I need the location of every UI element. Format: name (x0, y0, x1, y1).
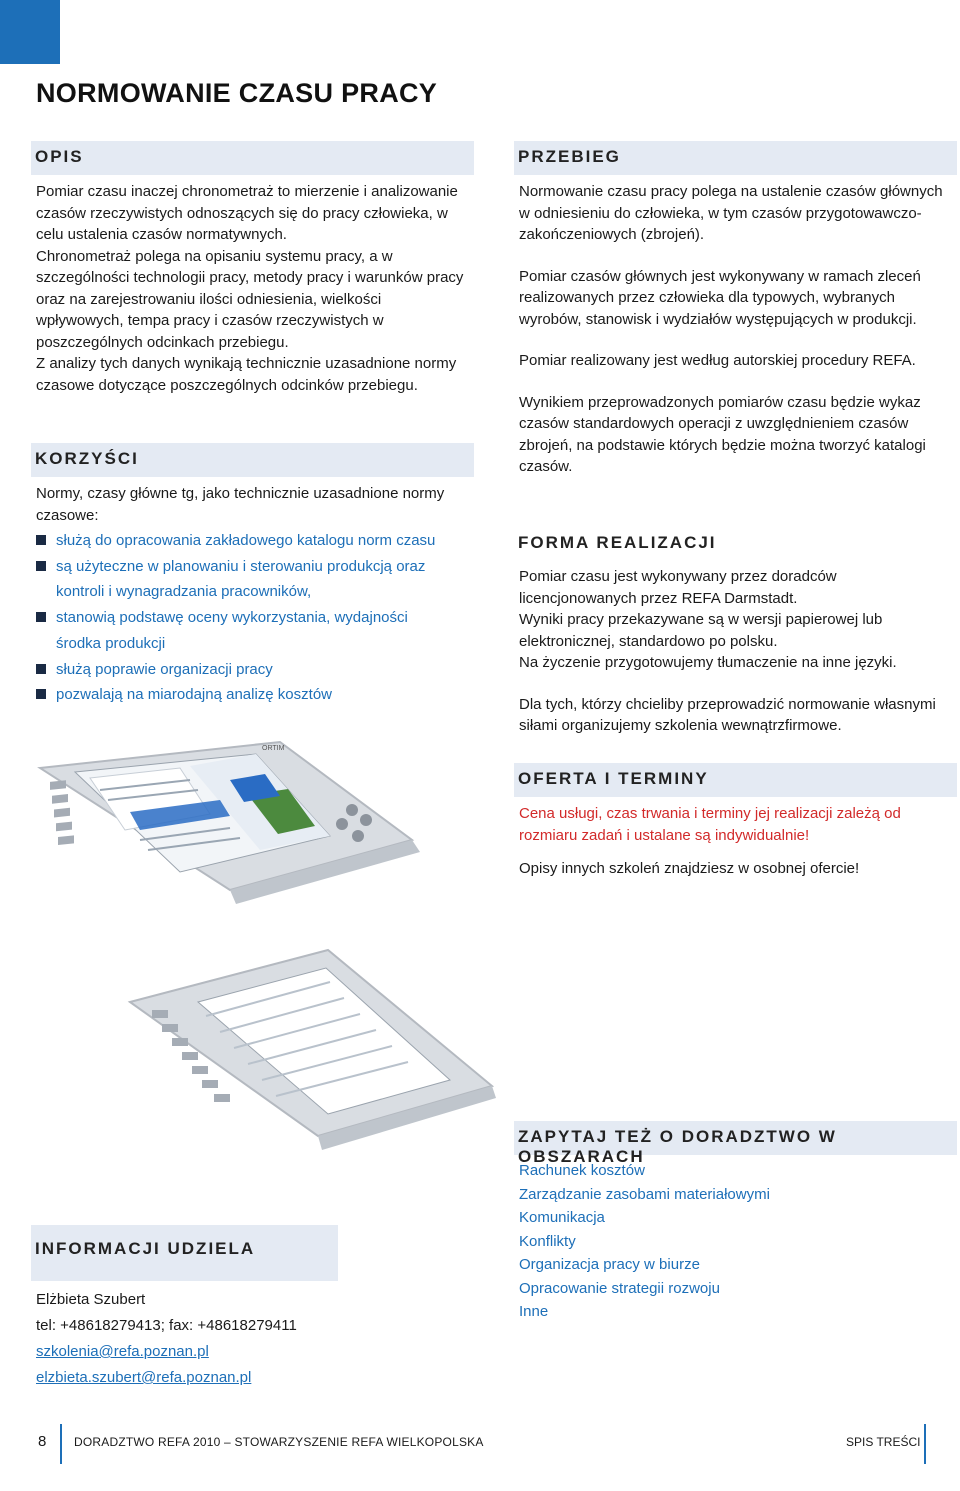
consulting-area-link[interactable]: Zarządzanie zasobami materiałowymi (519, 1185, 770, 1203)
consulting-areas-list (519, 1159, 951, 1324)
forma-body (519, 566, 951, 737)
opis-paragraph-3: Z analizy tych danych wynikają technicznie uzasadnione normy czasowe dotyczące poszczególnych odcinków przebiegu. (36, 355, 457, 394)
forma-heading-text: FORMA REALIZACJI (518, 533, 717, 552)
list-item-text: służą poprawie organizacji pracy (56, 660, 273, 678)
przebieg-paragraph-3: Pomiar realizowany jest według autorskiej procedury REFA. (519, 352, 916, 369)
list-item-text: pozwalają na miarodajną analizę kosztów (56, 686, 332, 704)
informacji-heading-text: INFORMACJI UDZIELA (35, 1239, 256, 1258)
oferta-body (519, 803, 951, 880)
contact-phone: tel: +48618279413; fax: +48618279411 (36, 1317, 297, 1334)
forma-paragraph-2: Wyniki pracy przekazywane są w wersji papierowej lub elektronicznej, standardowo po polsku. (519, 611, 883, 650)
page-title: NORMOWANIE CZASU PRACY (36, 78, 438, 108)
time-measurement-device-illustration (30, 740, 500, 1160)
opis-heading (31, 141, 474, 175)
list-item-text: są użyteczne w planowaniu i sterowaniu produkcją oraz (56, 557, 426, 575)
list-item-text: stanowią podstawę oceny wykorzystania, wydajności (56, 609, 408, 627)
przebieg-paragraph-1: Normowanie czasu pracy polega na ustalenie czasów głównych w odniesieniu do człowieka, w tym czasów przygotowawczo-zakończeniowych (zbrojeń). (519, 183, 943, 243)
korzysci-body (36, 483, 468, 708)
consulting-area-link[interactable]: Komunikacja (519, 1209, 605, 1226)
email-link-personal[interactable]: elzbieta.szubert@refa.poznan.pl (36, 1369, 252, 1386)
consulting-area-link[interactable]: Rachunek kosztów (519, 1162, 645, 1179)
informacji-heading (31, 1225, 338, 1281)
list-item-text: środka produkcji (56, 634, 166, 652)
consulting-area-link[interactable]: Inne (519, 1303, 549, 1320)
square-bullet-icon (36, 612, 46, 622)
oferta-other-trainings-note: Opisy innych szkoleń znajdziesz w osobnej ofercie! (519, 860, 860, 877)
page-number: 8 (38, 1433, 47, 1450)
korzysci-list (36, 528, 468, 708)
square-bullet-icon (36, 561, 46, 571)
oferta-heading-text: OFERTA I TERMINY (518, 769, 709, 788)
opis-heading-text: OPIS (35, 147, 84, 166)
contact-name: Elżbieta Szubert (36, 1291, 146, 1308)
square-bullet-icon (36, 535, 46, 545)
consulting-area-link[interactable]: Organizacja pracy w biurze (519, 1256, 700, 1273)
footer-divider-right (924, 1424, 926, 1464)
przebieg-paragraph-4: Wynikiem przeprowadzonych pomiarów czasu będzie wykaz czasów standardowych operacji z uwzględnieniem czasów zbrojeń, na podstawie których będzie można tworzyć katalogi czasów. (519, 393, 926, 475)
list-item-text: kontroli i wynagradzania pracowników, (56, 583, 312, 601)
opis-body (36, 181, 468, 396)
list-item (36, 605, 468, 631)
list-item (36, 682, 468, 708)
footer-publication-title: DORADZTWO REFA 2010 – STOWARZYSZENIE REFA WIELKOPOLSKA (74, 1435, 484, 1449)
consulting-area-link[interactable]: Konflikty (519, 1232, 576, 1250)
list-item (36, 657, 468, 683)
list-item (36, 554, 468, 580)
footer-divider-left (60, 1424, 62, 1464)
corner-accent-block (0, 0, 60, 64)
table-of-contents-link[interactable]: SPIS TREŚCI (846, 1435, 921, 1449)
square-bullet-icon (36, 689, 46, 699)
list-item-text: służą do opracowania zakładowego katalogu norm czasu (56, 532, 436, 549)
zapytaj-heading (514, 1121, 957, 1166)
przebieg-heading (514, 141, 957, 175)
przebieg-heading-text: PRZEBIEG (518, 147, 621, 166)
opis-paragraph-1: Pomiar czasu inaczej chronometraż to mierzenie i analizowanie czasów rzeczywistych odnoszących się do pracy człowieka, w celu ustalenia czasów normatywnych. (36, 183, 458, 243)
forma-paragraph-3: Na życzenie przygotowujemy tłumaczenie na inne języki. (519, 654, 897, 671)
korzysci-heading (31, 443, 474, 477)
forma-paragraph-1: Pomiar czasu jest wykonywany przez doradców licencjonowanych przez REFA Darmstadt. (519, 568, 837, 607)
forma-heading (514, 527, 957, 561)
contact-info (36, 1287, 466, 1391)
forma-paragraph-4: Dla tych, którzy chcieliby przeprowadzić normowanie własnymi siłami organizujemy szkolenia wewnątrzfirmowe. (519, 695, 936, 734)
consulting-area-link[interactable]: Opracowanie strategii rozwoju (519, 1279, 720, 1297)
list-item-continuation (36, 579, 468, 605)
list-item (36, 528, 468, 554)
oferta-price-note: Cena usługi, czas trwania i terminy jej realizacji zależą od rozmiaru zadań i ustalane są indywidualnie! (519, 805, 901, 844)
korzysci-heading-text: KORZYŚCI (35, 449, 139, 468)
opis-paragraph-2: Chronometraż polega na opisaniu systemu pracy, a w szczególności technologii pracy, metody pracy i warunków pracy oraz na zarejestrowaniu ilości odniesienia, wielkości wpływowych, tempa pracy i czasów rzeczywistych w poszczególnych odcinkach przebiegu. (36, 247, 464, 351)
device-top (40, 742, 420, 904)
przebieg-paragraph-2: Pomiar czasów głównych jest wykonywany w ramach zleceń realizowanych przez człowieka dla typowych, wybranych wyrobów, stanowisk i wydziałów występujących w produkcji. (519, 267, 921, 328)
device-bottom (130, 950, 496, 1150)
square-bullet-icon (36, 664, 46, 674)
oferta-heading (514, 763, 957, 797)
svg-text:ORTIM: ORTIM (262, 745, 285, 752)
email-link-szkolenia[interactable]: szkolenia@refa.poznan.pl (36, 1343, 209, 1360)
przebieg-body (519, 181, 951, 478)
zapytaj-heading-text: ZAPYTAJ TEŻ O DORADZTWO W OBSZARACH (518, 1127, 837, 1166)
korzysci-intro: Normy, czasy główne tg, jako technicznie uzasadnione normy czasowe: (36, 485, 445, 524)
list-item-continuation (36, 631, 468, 657)
